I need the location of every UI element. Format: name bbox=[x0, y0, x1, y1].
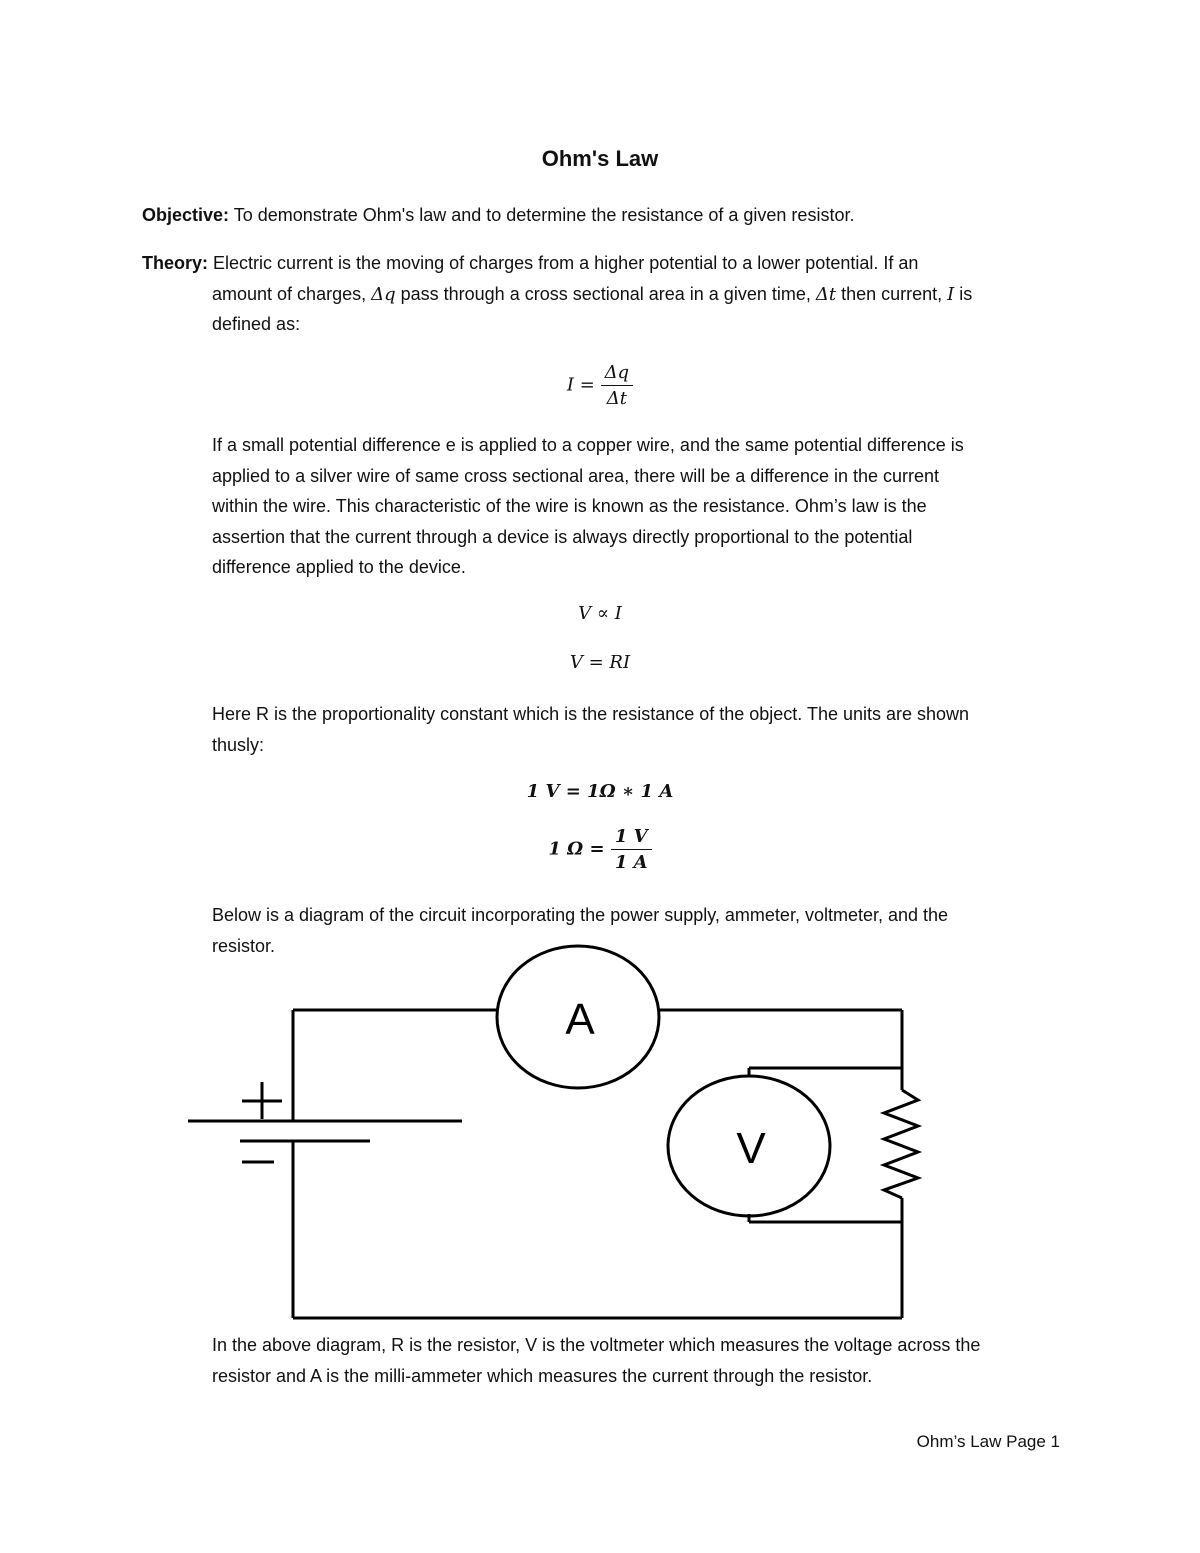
page-title: Ohm's Law bbox=[541, 146, 659, 171]
para4-line: resistor. bbox=[212, 935, 276, 956]
page-footer: Ohm’s Law Page 1 bbox=[916, 1432, 1060, 1451]
eq1-operator: = bbox=[574, 374, 601, 396]
eq4-text: 1 V = 1Ω ∗ 1 A bbox=[526, 781, 674, 802]
ammeter-label: A bbox=[565, 995, 595, 1044]
para2-line: within the wire. This characteristic of the wire is known as the resistance. Ohm’s law is the bbox=[212, 496, 927, 516]
para2-line: assertion that the current through a device is always directly proportional to the potential bbox=[212, 526, 913, 547]
para5-line: In the above diagram, R is the resistor, V is the voltmeter which measures the voltage across the bbox=[212, 1335, 981, 1355]
objective-label: Objective: bbox=[142, 205, 230, 225]
theory-text-2d: is bbox=[954, 284, 973, 304]
para3-line: thusly: bbox=[212, 734, 265, 755]
delta-t-symbol: Δt bbox=[815, 284, 837, 305]
theory-line-3: defined as: bbox=[212, 314, 301, 334]
para4-line: Below is a diagram of the circuit incorporating the power supply, ammeter, voltmeter, and the bbox=[212, 905, 949, 925]
para2-line: applied to a silver wire of same cross sectional area, there will be a difference in the current bbox=[212, 465, 940, 486]
para2-line: If a small potential difference e is applied to a copper wire, and the same potential difference is bbox=[212, 435, 964, 455]
eq5-numerator: 1 V bbox=[611, 826, 652, 850]
eq1-denominator: Δt bbox=[606, 388, 627, 409]
theory-text-2c: then current, bbox=[836, 284, 948, 304]
para2-line: difference applied to the device. bbox=[212, 557, 466, 577]
theory-text-1: Electric current is the moving of charges from a higher potential to a lower potential. If an bbox=[208, 253, 919, 273]
eq5-denominator: 1 A bbox=[614, 852, 648, 873]
eq3-text: V = RI bbox=[569, 652, 631, 673]
paragraph-diagram-explanation bbox=[212, 1330, 1062, 1391]
theory-text-2a: amount of charges, bbox=[212, 284, 372, 304]
eq1-lhs: I bbox=[566, 374, 575, 396]
para3-line: Here R is the proportionality constant which is the resistance of the object. The units are shown bbox=[212, 704, 970, 724]
para5-line: resistor and A is the milli-ammeter which measures the current through the resistor. bbox=[212, 1365, 873, 1386]
eq5-lhs: 1 Ω = bbox=[548, 838, 611, 860]
eq2-text: V ∝ I bbox=[578, 603, 622, 624]
objective-text: To demonstrate Ohm's law and to determine the resistance of a given resistor. bbox=[229, 205, 855, 225]
resistor bbox=[884, 1090, 918, 1198]
current-symbol: I bbox=[947, 284, 955, 305]
theory-label: Theory: bbox=[142, 253, 209, 273]
voltmeter-label: V bbox=[736, 1124, 766, 1173]
eq1-numerator: Δq bbox=[601, 362, 634, 386]
delta-q-symbol: Δq bbox=[371, 284, 396, 305]
theory-text-2b: pass through a cross sectional area in a given time, bbox=[395, 284, 816, 304]
